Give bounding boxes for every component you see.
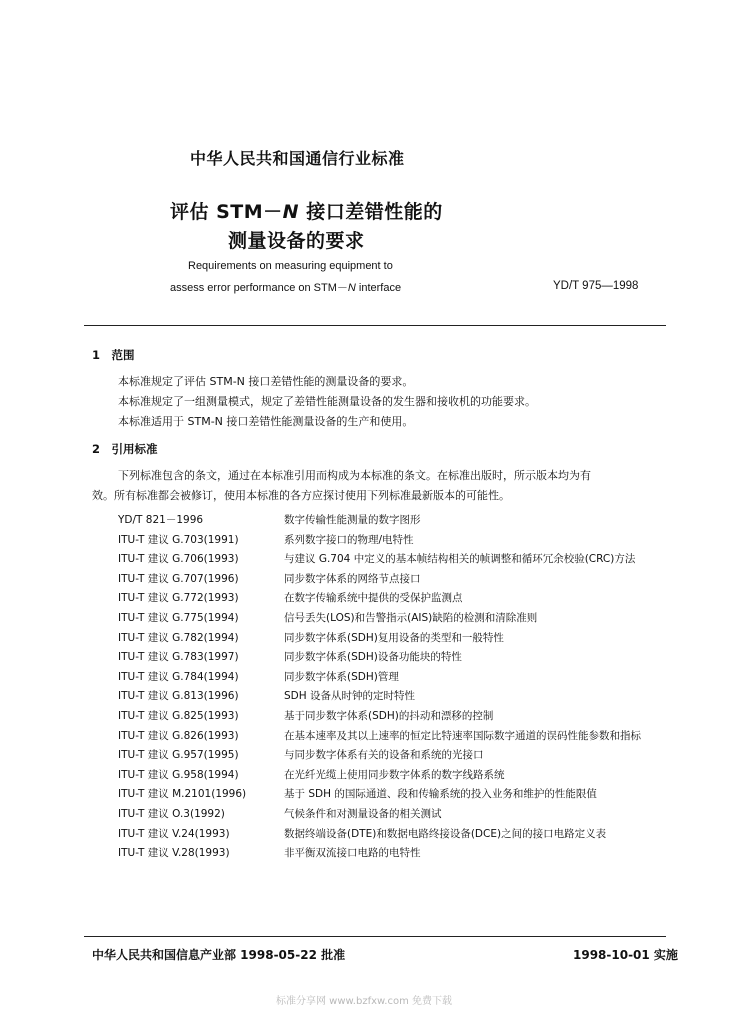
reference-code: ITU-T 建议 G.784(1994) [118, 670, 239, 683]
reference-code: ITU-T 建议 G.825(1993) [118, 709, 239, 722]
reference-title: 与同步数字体系有关的设备和系统的光接口 [284, 749, 484, 762]
reference-title: 数字传输性能测量的数字图形 [284, 514, 421, 526]
reference-title: 同步数字体系的网络节点接口 [284, 572, 421, 585]
reference-title: 与建议 G.704 中定义的基本帧结构相关的帧调整和循环冗余校验(CRC)方法 [284, 553, 636, 566]
reference-row [118, 844, 678, 864]
reference-row [118, 531, 678, 551]
reference-code: ITU-T 建议 G.813(1996) [118, 690, 239, 703]
reference-row [118, 746, 678, 766]
reference-code: ITU-T 建议 V.28(1993) [118, 847, 230, 860]
reference-code: ITU-T 建议 G.775(1994) [118, 611, 239, 624]
reference-title: 基于 SDH 的国际通道、段和传输系统的投入业务和维护的性能限值 [284, 788, 597, 801]
english-title-line1: Requirements on measuring equipment to [188, 260, 393, 272]
site-watermark: 标准分享网 www.bzfxw.com 免费下载 [276, 996, 452, 1007]
document-title-line1: 评估 STM－N 接口差错性能的 [170, 201, 443, 223]
reference-title: 同步数字体系(SDH)复用设备的类型和一般特性 [284, 631, 504, 644]
reference-title: SDH 设备从时钟的定时特性 [284, 690, 415, 703]
reference-code: ITU-T 建议 G.707(1996) [118, 572, 239, 585]
header-divider [84, 325, 666, 326]
section-1-para-1: 本标准规定了评估 STM-N 接口差错性能的测量设备的要求。 [118, 375, 414, 388]
reference-row [118, 589, 678, 609]
section-2-para-line2: 效。所有标准都会被修订，使用本标准的各方应探讨使用下列标准最新版本的可能性。 [92, 489, 510, 502]
reference-code: ITU-T 建议 G.957(1995) [118, 749, 239, 762]
reference-title: 系列数字接口的物理/电特性 [284, 533, 414, 546]
reference-code: ITU-T 建议 G.958(1994) [118, 768, 239, 781]
reference-row [118, 609, 678, 629]
reference-title: 非平衡双流接口电路的电特性 [284, 847, 421, 860]
approval-notice: 中华人民共和国信息产业部 1998-05-22 批准 [92, 948, 346, 962]
english-title-line2: assess error performance on STM－N interface [170, 282, 402, 294]
section-1-para-3: 本标准适用于 STM-N 接口差错性能测量设备的生产和使用。 [118, 415, 414, 428]
reference-code: ITU-T 建议 V.24(1993) [118, 827, 230, 840]
referenced-standards-list [118, 511, 678, 864]
reference-row [118, 785, 678, 805]
section-2-heading: 2 引用标准 [92, 442, 158, 456]
reference-row [118, 707, 678, 727]
reference-title: 在数字传输系统中提供的受保护监测点 [284, 592, 463, 605]
reference-row [118, 805, 678, 825]
section-1-para-2: 本标准规定了一组测量模式，规定了差错性能测量设备的发生器和接收机的功能要求。 [118, 395, 536, 408]
reference-title: 在基本速率及其以上速率的恒定比特速率国际数字通道的误码性能参数和指标 [284, 729, 641, 742]
reference-title: 信号丢失(LOS)和告警指示(AIS)缺陷的检测和清除准则 [284, 611, 538, 624]
reference-title: 数据终端设备(DTE)和数据电路终接设备(DCE)之间的接口电路定义表 [284, 827, 607, 840]
reference-row [118, 648, 678, 668]
reference-code: ITU-T 建议 G.826(1993) [118, 729, 239, 742]
reference-row [118, 766, 678, 786]
reference-title: 同步数字体系(SDH)管理 [284, 670, 399, 683]
document-title-line2: 测量设备的要求 [228, 230, 365, 252]
reference-code: ITU-T 建议 M.2101(1996) [118, 788, 247, 801]
implementation-date: 1998-10-01 实施 [573, 948, 678, 962]
reference-row [118, 727, 678, 747]
reference-code: ITU-T 建议 G.706(1993) [118, 553, 239, 566]
reference-row [118, 687, 678, 707]
reference-row [118, 825, 678, 845]
reference-code: ITU-T 建议 G.772(1993) [118, 592, 239, 605]
section-2-para-line1: 下列标准包含的条文，通过在本标准引用而构成为本标准的条文。在标准出版时，所示版本均为有 [118, 469, 591, 482]
reference-title: 基于同步数字体系(SDH)的抖动和漂移的控制 [284, 709, 494, 722]
reference-title: 同步数字体系(SDH)设备功能块的特性 [284, 651, 462, 664]
issuing-org-header: 中华人民共和国通信行业标准 [190, 149, 405, 168]
standard-number: YD/T 975—1998 [553, 280, 639, 292]
reference-row [118, 550, 678, 570]
reference-title: 在光纤光缆上使用同步数字体系的数字线路系统 [284, 768, 505, 781]
reference-code: ITU-T 建议 G.703(1991) [118, 533, 239, 546]
reference-code: ITU-T 建议 O.3(1992) [118, 807, 225, 820]
reference-row [118, 629, 678, 649]
footer-divider [84, 936, 666, 937]
reference-row [118, 668, 678, 688]
reference-code: YD/T 821－1996 [118, 514, 204, 526]
reference-title: 气候条件和对测量设备的相关测试 [284, 807, 442, 820]
reference-code: ITU-T 建议 G.782(1994) [118, 631, 239, 644]
reference-row [118, 511, 678, 531]
reference-row [118, 570, 678, 590]
reference-code: ITU-T 建议 G.783(1997) [118, 651, 239, 664]
section-1-heading: 1 范围 [92, 348, 135, 362]
